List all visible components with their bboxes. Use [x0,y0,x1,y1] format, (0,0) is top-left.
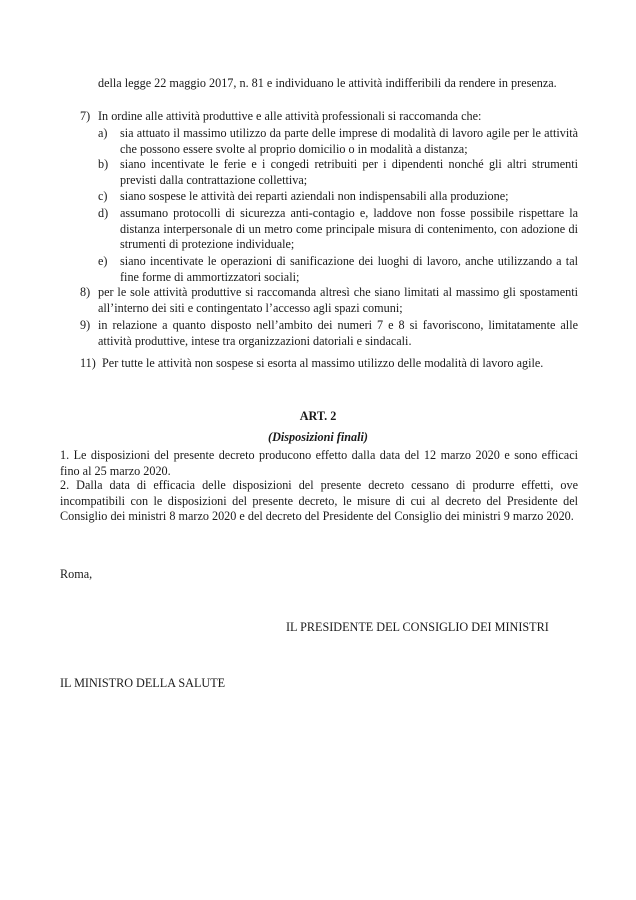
item-7-number: 7) [80,109,91,123]
signature-minister: IL MINISTRO DELLA SALUTE [60,676,226,690]
subitem-c-text: siano sospese le attività dei reparti aziendali non indispensabili alla produzione; [120,189,509,203]
item-11-number: 11) [80,356,96,370]
subitem-c-letter: c) [98,189,108,203]
item-9-number: 9) [80,318,91,332]
subitem-d-text: assumano protocolli di sicurezza anti-contagio e, laddove non fosse possibile rispettare la distanza interpersonale di un metro come principale misura di contenimento, con adozione di strumenti di protezione individuale; [120,206,578,252]
article-paragraph-1: 1. Le disposizioni del presente decreto producono effetto dalla data del 12 marzo 2020 e sono efficaci fino al 25 marzo 2020. [60,448,578,478]
item-8-text: per le sole attività produttive si raccomanda altresì che siano limitati al massimo gli spostamenti all’interno dei siti e contingentato l’accesso agli spazi comuni; [98,285,578,315]
article-title: ART. 2 [299,409,337,423]
item-11-text: Per tutte le attività non sospese si esorta al massimo utilizzo delle modalità di lavoro agile. [102,356,544,370]
subitem-e-text: siano incentivate le operazioni di sanificazione dei luoghi di lavoro, anche utilizzando a tal fine forme di ammortizzatori sociali; [120,254,578,284]
subitem-b-text: siano incentivate le ferie e i congedi retribuiti per i dipendenti nonché gli altri strumenti previsti dalla contrattazione collettiva; [120,157,578,187]
subitem-a-text: sia attuato il massimo utilizzo da parte delle imprese di modalità di lavoro agile per le attività che possono essere svolte al proprio domicilio o in modalità a distanza; [120,126,578,156]
article-subtitle: (Disposizioni finali) [268,430,368,444]
subitem-d-letter: d) [98,206,109,220]
article-paragraph-2: 2. Dalla data di efficacia delle disposizioni del presente decreto cessano di produrre effetti, ove incompatibili con le disposizioni del presente decreto, le misure di cui al decreto del Presidente del Consiglio dei ministri 8 marzo 2020 e del decreto del Presidente del Consiglio dei ministri 9 marzo 2020. [60,478,578,524]
item-8-number: 8) [80,285,91,299]
intro-continuation: della legge 22 maggio 2017, n. 81 e individuano le attività indifferibili da rendere in presenza. [98,76,557,90]
place-line: Roma, [60,567,93,581]
item-7-text: In ordine alle attività produttive e alle attività professionali si raccomanda che: [98,109,482,123]
signature-president: IL PRESIDENTE DEL CONSIGLIO DEI MINISTRI [286,620,549,634]
subitem-e-letter: e) [98,254,108,268]
subitem-a-letter: a) [98,126,108,140]
item-9-text: in relazione a quanto disposto nell’ambito dei numeri 7 e 8 si favoriscono, limitatamente alle attività produttive, intese tra organizzazioni datoriali e sindacali. [98,318,578,348]
subitem-b-letter: b) [98,157,109,171]
